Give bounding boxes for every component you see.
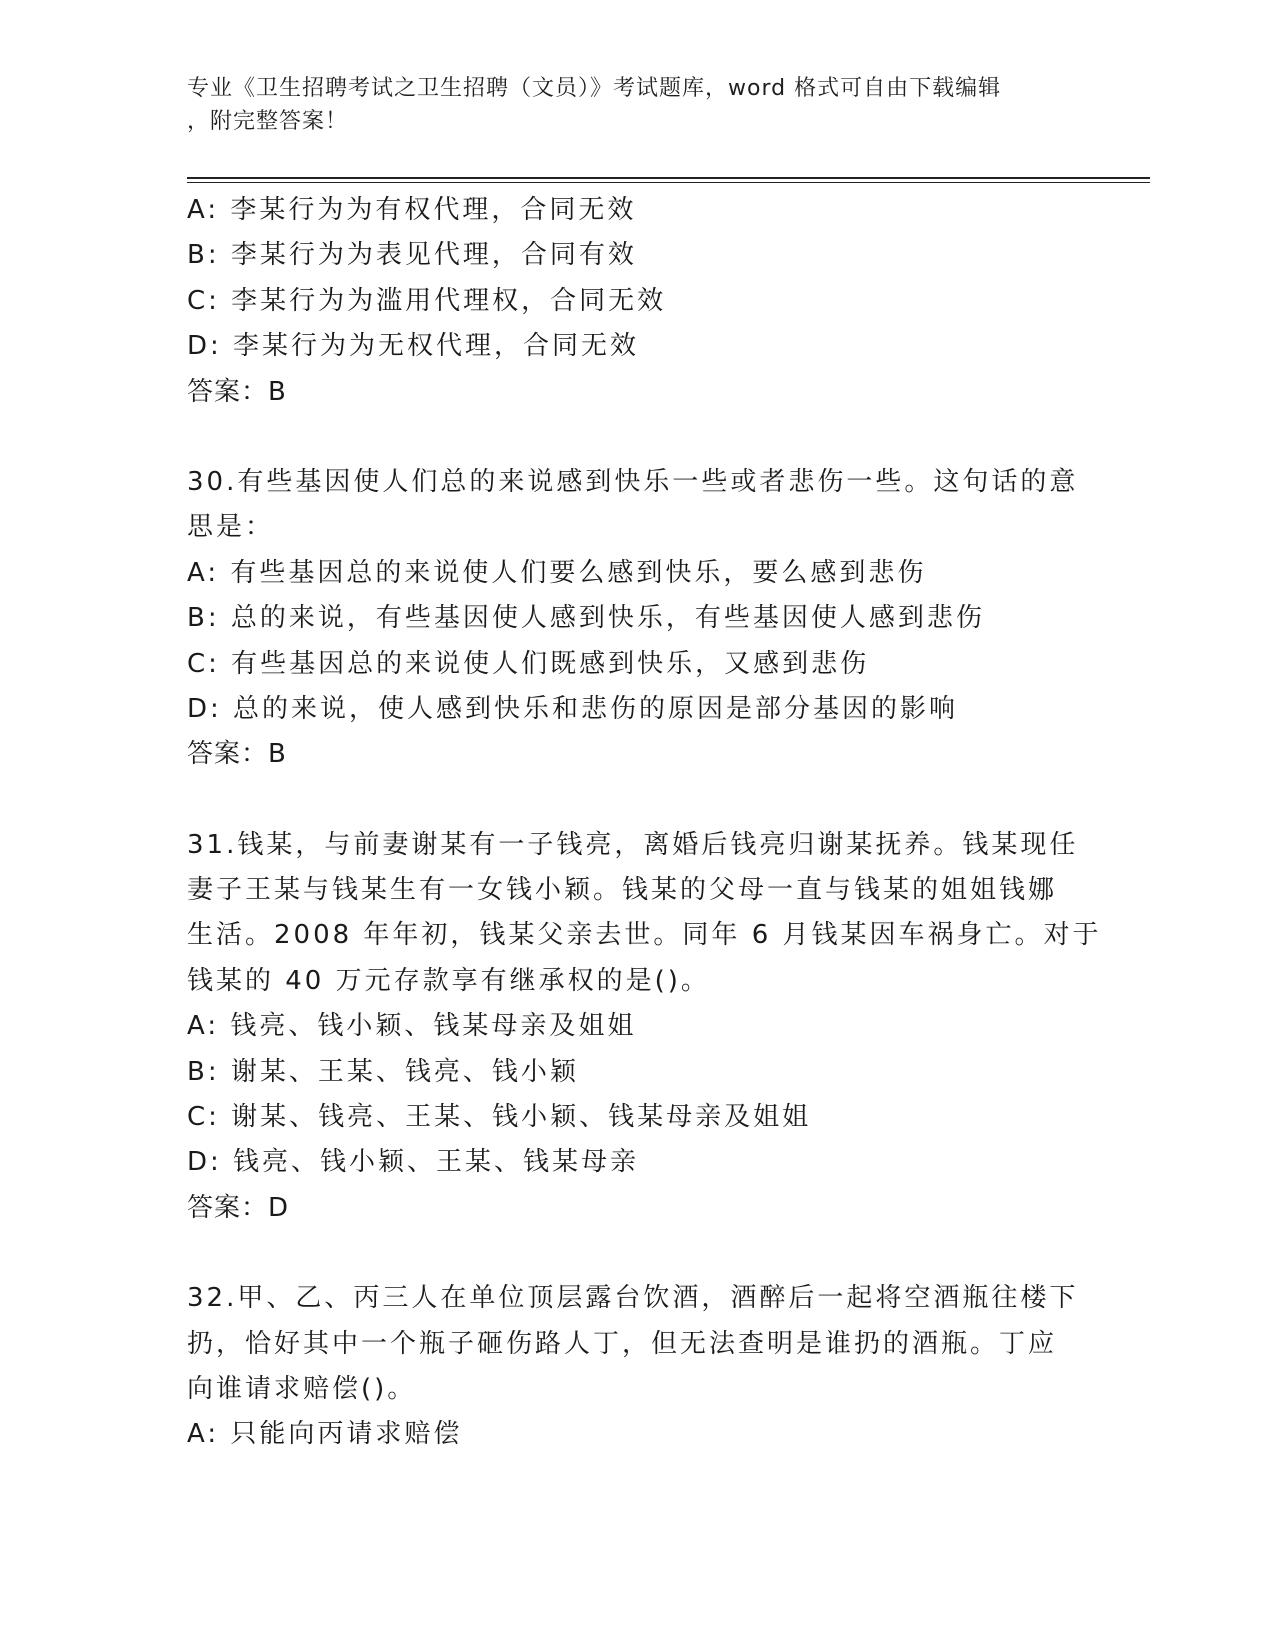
- header-divider-thin: [187, 182, 1150, 183]
- question-stem-line: 生活。2008 年年初，钱某父亲去世。同年 6 月钱某因车祸身亡。对于: [187, 920, 1102, 951]
- option-a: A: 只能向丙请求赔偿: [187, 1419, 463, 1450]
- option-c: C: 李某行为为滥用代理权，合同无效: [187, 285, 667, 316]
- question-31: [187, 823, 1102, 1232]
- question-32: [187, 1276, 1087, 1458]
- option-b: B: 总的来说，有些基因使人感到快乐，有些基因使人感到悲伤: [187, 603, 985, 634]
- header-line-1: 专业《卫生招聘考试之卫生招聘（文员）》考试题库，word 格式可自由下载编辑: [187, 76, 1002, 101]
- answer-line: 答案：D: [187, 1192, 290, 1223]
- option-a: A: 钱亮、钱小颖、钱某母亲及姐姐: [187, 1011, 637, 1042]
- spacer: [187, 415, 1087, 460]
- option-b: B: 谢某、王某、钱亮、钱小颖: [187, 1056, 579, 1087]
- question-stem-line: 32.甲、乙、丙三人在单位顶层露台饮酒，酒醉后一起将空酒瓶往楼下: [187, 1283, 1079, 1314]
- question-stem-line: 31.钱某，与前妻谢某有一子钱亮，离婚后钱亮归谢某抚养。钱某现任: [187, 829, 1079, 860]
- option-b: B: 李某行为为表见代理，合同有效: [187, 240, 637, 271]
- question-stem-line: 钱某的 40 万元存款享有继承权的是()。: [187, 965, 710, 996]
- option-d: D: 李某行为为无权代理，合同无效: [187, 331, 640, 362]
- question-stem-line: 妻子王某与钱某生有一女钱小颖。钱某的父母一直与钱某的姐姐钱娜: [187, 875, 1058, 906]
- option-d: D: 总的来说，使人感到快乐和悲伤的原因是部分基因的影响: [187, 693, 959, 724]
- question-list: [187, 188, 1102, 1458]
- option-d: D: 钱亮、钱小颖、王某、钱某母亲: [187, 1147, 640, 1178]
- option-c: C: 谢某、钱亮、王某、钱小颖、钱某母亲及姐姐: [187, 1102, 812, 1133]
- question-29: [187, 188, 1087, 415]
- answer-line: 答案：B: [187, 376, 287, 407]
- question-stem-line: 思是：: [187, 512, 275, 543]
- header-line-2: ，附完整答案！: [187, 109, 349, 134]
- option-a: A: 李某行为为有权代理，合同无效: [187, 195, 637, 225]
- answer-line: 答案：B: [187, 739, 287, 770]
- question-stem-line: 向谁请求赔偿()。: [187, 1373, 417, 1404]
- question-stem-line: 扔，恰好其中一个瓶子砸伤路人丁，但无法查明是谁扔的酒瓶。丁应: [187, 1328, 1058, 1359]
- spacer: [187, 1231, 1087, 1276]
- question-30: [187, 460, 1087, 778]
- question-stem-line: 30.有些基因使人们总的来说感到快乐一些或者悲伤一些。这句话的意: [187, 466, 1079, 497]
- option-c: C: 有些基因总的来说使人们既感到快乐，又感到悲伤: [187, 648, 870, 679]
- header-divider-thick: [187, 177, 1150, 179]
- option-a: A: 有些基因总的来说使人们要么感到快乐，要么感到悲伤: [187, 557, 927, 588]
- document-header: [187, 72, 1077, 138]
- spacer: [187, 778, 1087, 823]
